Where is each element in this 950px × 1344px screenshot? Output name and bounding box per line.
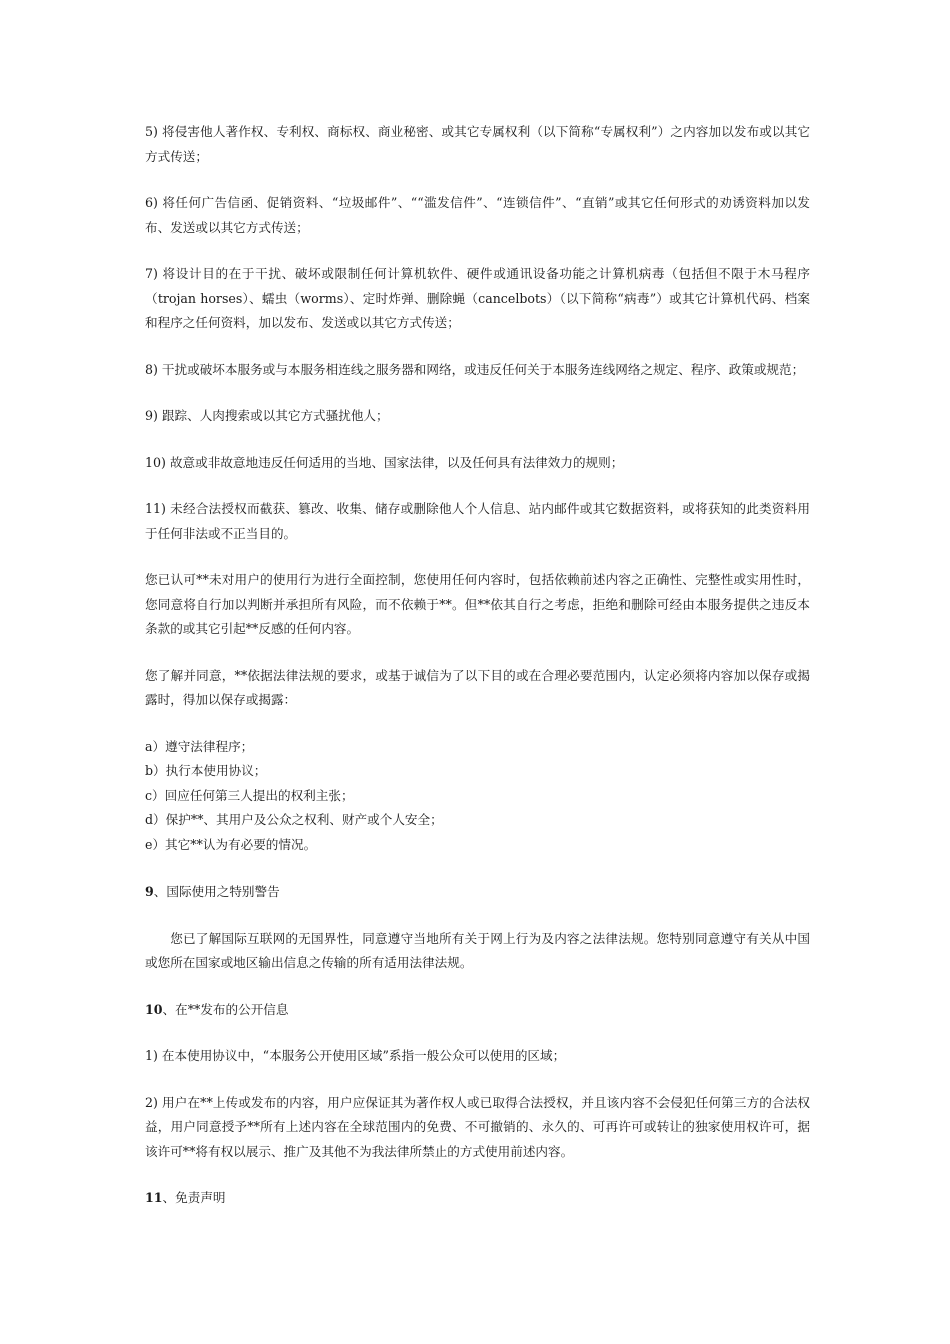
section-9-heading	[145, 880, 810, 905]
document-page	[145, 120, 810, 1233]
disclosure-paragraph: 您了解并同意，**依据法律法规的要求，或基于诚信为了以下目的或在合理必要范围内，认定必须将内容加以保存或揭露时，得加以保存或揭露：	[145, 667, 810, 707]
section-number: 9	[145, 884, 154, 899]
clause-item-10: 10) 故意或非故意地违反任何适用的当地、国家法律，以及任何具有法律效力的规则；	[145, 454, 624, 470]
list-item: d）保护**、其用户及公众之权利、财产或个人安全；	[145, 812, 443, 827]
section-10-item-2: 2) 用户在**上传或发布的内容，用户应保证其为著作权人或已取得合法授权，并且该内容不会侵犯任何第三方的合法权益，用户同意授予**所有上述内容在全球范围内的免费、不可撤销的、永久的、可再许可或转让的独家使用权许可，据该许可**将有权以展示、推广及其他不为我法律所禁止的方式使用前述内容。	[145, 1094, 810, 1159]
disclosure-list	[145, 735, 810, 858]
list-item: a）遵守法律程序；	[145, 738, 254, 754]
clause-item-11: 11) 未经合法授权而截获、篡改、收集、储存或删除他人个人信息、站内邮件或其它数据资料，或将获知的此类资料用于任何非法或不正当目的。	[145, 501, 810, 541]
list-item: e）其它**认为有必要的情况。	[145, 836, 317, 852]
section-title: 、在**发布的公开信息	[162, 1001, 289, 1017]
section-10-item-1: 1) 在本使用协议中，“本服务公开使用区域”系指一般公众可以使用的区域；	[145, 1048, 566, 1063]
section-title: 、国际使用之特别警告	[153, 884, 280, 899]
clause-item-5: 5) 将侵害他人著作权、专利权、商标权、商业秘密、或其它专属权利（以下简称“专属权利”）之内容加以发布或以其它方式传送；	[145, 124, 810, 164]
clause-item-6: 6) 将任何广告信函、促销资料、“垃圾邮件”、““滥发信件”、“连锁信件”、“直销”或其它任何形式的劝诱资料加以发布、发送或以其它方式传送；	[145, 195, 810, 235]
clause-item-9: 9) 跟踪、人肉搜索或以其它方式骚扰他人；	[145, 408, 389, 423]
clause-item-7: 7) 将设计目的在于干扰、破坏或限制任何计算机软件、硬件或通讯设备功能之计算机病毒（包括但不限于木马程序（trojan horses）、蠕虫（worms）、定时炸弹、删除蝇（cancelbots）（以下简称“病毒”）或其它计算机代码、档案和程序之任何资料，加以发布、发送或以其它方式传送；	[145, 266, 810, 330]
list-item: b）执行本使用协议；	[145, 763, 267, 778]
clause-item-8: 8) 干扰或破坏本服务或与本服务相连线之服务器和网络，或违反任何关于本服务连线网络之规定、程序、政策或规范；	[145, 361, 805, 377]
section-9-body: 您已了解国际互联网的无国界性，同意遵守当地所有关于网上行为及内容之法律法规。您特别同意遵守有关从中国或您所在国家或地区输出信息之传输的所有适用法律法规。	[145, 930, 810, 970]
section-number: 10	[145, 1001, 163, 1017]
section-title: 、免责声明	[162, 1190, 226, 1205]
list-item: c）回应任何第三人提出的权利主张；	[145, 787, 354, 803]
section-11-heading	[145, 1186, 810, 1211]
section-10-heading	[145, 998, 810, 1023]
acknowledge-paragraph: 您已认可**未对用户的使用行为进行全面控制，您使用任何内容时，包括依赖前述内容之正确性、完整性或实用性时，您同意将自行加以判断并承担所有风险，而不依赖于**。但**依其自行之考虑，拒绝和删除可经由本服务提供之违反本条款的或其它引起**反感的任何内容。	[145, 572, 810, 636]
section-number: 11	[145, 1190, 163, 1205]
